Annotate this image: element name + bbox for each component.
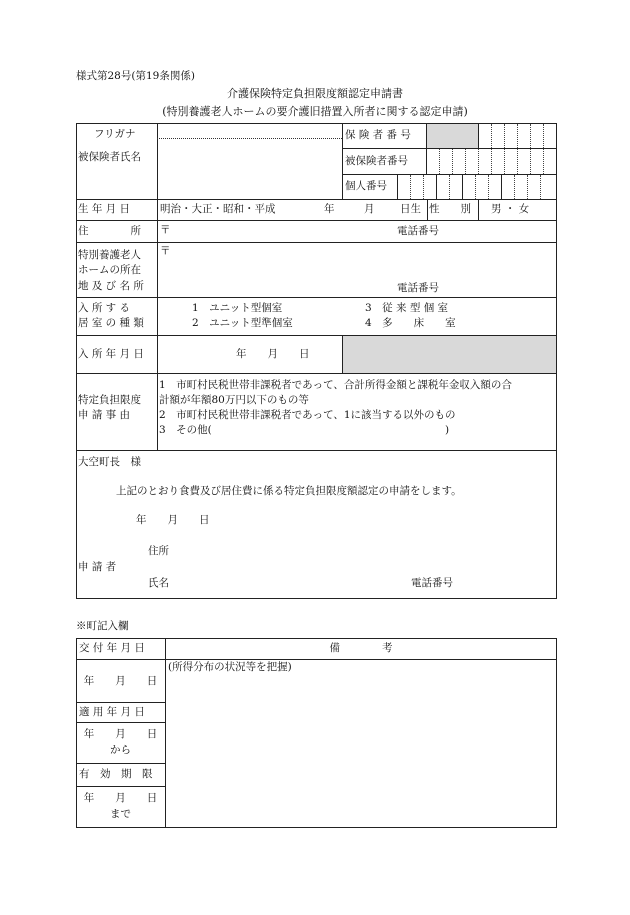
- digit-separator: [540, 175, 541, 199]
- divider: [76, 220, 557, 221]
- digit-separator: [504, 149, 505, 174]
- facility-label-2: ホームの所在: [78, 264, 141, 276]
- divider: [157, 373, 158, 450]
- digit-separator: [488, 175, 489, 199]
- reason-item-3-prefix: 3 その他(: [159, 424, 212, 436]
- sex-options: 男 ・ 女: [491, 203, 530, 215]
- applicant-label: 申 請 者: [78, 561, 117, 573]
- address-postal-mark: 〒: [160, 224, 171, 236]
- sex-label: 性 別: [429, 203, 471, 215]
- reason-label-1: 特定負担限度: [78, 394, 141, 406]
- insured-number-label: 被保険者番号: [345, 155, 408, 167]
- digit-separator: [449, 175, 450, 199]
- apply-date-value: 年 月 日: [83, 728, 158, 740]
- divider: [165, 638, 166, 828]
- birth-day: 日生: [400, 203, 421, 215]
- personal-number-label: 個人番号: [345, 180, 387, 192]
- divider: [342, 148, 557, 149]
- birth-eras: 明治・大正・昭和・平成: [160, 203, 276, 215]
- digit-separator: [530, 149, 531, 174]
- remarks-header: 備 考: [329, 642, 393, 654]
- facility-postal-mark: 〒: [160, 245, 171, 257]
- digit-separator: [514, 175, 515, 199]
- until-label: まで: [110, 808, 131, 820]
- room-option-3: 3 従 来 型 個 室: [365, 302, 449, 314]
- declaration-statement: 上記のとおり食費及び居住費に係る特定負担限度額認定の申請をします。: [116, 485, 462, 497]
- valid-date-value: 年 月 日: [83, 792, 158, 804]
- digit-separator: [439, 149, 440, 174]
- divider: [76, 450, 557, 451]
- furigana-dotted-line: [157, 138, 342, 139]
- digit-separator: [423, 175, 424, 199]
- divider: [157, 123, 158, 199]
- digit-separator: [410, 175, 411, 199]
- applicant-address-label: 住所: [148, 545, 169, 557]
- divider: [157, 297, 158, 335]
- reason-item-2: 2 市町村民税世帯非課税者であって、1に該当する以外のもの: [159, 409, 456, 421]
- divider: [157, 199, 158, 220]
- divider: [397, 174, 398, 199]
- insurer-number-label: 保 険 者 番 号: [345, 129, 411, 141]
- digit-separator: [543, 149, 544, 174]
- issue-date-value: 年 月 日: [83, 675, 158, 687]
- office-section-title: ※町記入欄: [76, 620, 129, 632]
- facility-phone-label: 電話番号: [397, 282, 439, 294]
- divider: [76, 373, 557, 374]
- issue-date-label: 交 付 年 月 日: [79, 642, 145, 654]
- valid-period-label: 有 効 期 限: [79, 768, 153, 780]
- addressee: 大空町長 様: [78, 456, 141, 468]
- address-label: 住 所: [78, 225, 141, 237]
- divider: [478, 199, 479, 220]
- birth-month: 月: [364, 203, 375, 215]
- divider: [76, 659, 557, 660]
- digit-separator: [465, 149, 466, 174]
- digit-separator: [543, 124, 544, 148]
- divider: [157, 335, 158, 373]
- declaration-date: 年 月 日: [136, 514, 210, 526]
- birth-date-label: 生 年 月 日: [78, 203, 131, 215]
- digit-separator: [475, 175, 476, 199]
- insurer-number-shaded: [427, 124, 478, 148]
- digit-separator: [530, 124, 531, 148]
- reason-item-1-line-1: 1 市町村民税世帯非課税者であって、合計所得金額と課税年金収入額の合: [159, 379, 512, 391]
- divider: [76, 702, 165, 703]
- digit-separator: [491, 149, 492, 174]
- divider: [157, 220, 158, 242]
- digit-separator: [517, 124, 518, 148]
- digit-separator: [478, 149, 479, 174]
- reason-item-1-line-2: 計額が年額80万円以下のもの等: [159, 394, 309, 406]
- admission-date: 年 月 日: [236, 348, 310, 360]
- digit-separator: [452, 149, 453, 174]
- room-option-2: 2 ユニット型準個室: [192, 317, 293, 329]
- digit-separator: [504, 124, 505, 148]
- digit-separator: [527, 175, 528, 199]
- form-title: 介護保険特定負担限度額認定申請書: [227, 87, 403, 100]
- digit-separator: [491, 124, 492, 148]
- divider: [76, 242, 557, 243]
- form-number: 様式第28号(第19条関係): [76, 70, 195, 82]
- reason-item-3-suffix: ): [445, 424, 450, 436]
- digit-separator: [436, 175, 437, 199]
- facility-label-1: 特別養護老人: [78, 249, 141, 261]
- from-label: から: [110, 744, 131, 756]
- divider: [427, 199, 428, 220]
- divider: [76, 199, 557, 200]
- digit-separator: [517, 149, 518, 174]
- remarks-note: (所得分布の状況等を把握): [168, 661, 292, 673]
- reason-label-2: 申 請 事 由: [78, 409, 131, 421]
- room-option-4: 4 多 床 室: [365, 317, 456, 329]
- divider: [342, 123, 343, 199]
- admission-shaded: [343, 336, 556, 373]
- facility-label-3: 地 及 び 名 所: [78, 280, 144, 292]
- divider: [157, 242, 158, 297]
- admission-label: 入 所 年 月 日: [78, 348, 144, 360]
- divider: [76, 786, 165, 787]
- room-label-2: 居 室 の 種 類: [78, 317, 144, 329]
- divider: [76, 297, 557, 298]
- insured-name-label: 被保険者氏名: [78, 151, 141, 163]
- digit-separator: [462, 175, 463, 199]
- digit-separator: [501, 175, 502, 199]
- furigana-label: フリガナ: [94, 128, 136, 140]
- room-label-1: 入 所 す る: [78, 302, 131, 314]
- apply-date-label: 適 用 年 月 日: [79, 706, 145, 718]
- form-subtitle: (特別養護老人ホームの要介護旧措置入所者に関する認定申請): [162, 105, 468, 118]
- divider: [478, 123, 479, 148]
- divider: [76, 763, 165, 764]
- divider: [76, 722, 165, 723]
- address-phone-label: 電話番号: [397, 225, 439, 237]
- applicant-name-label: 氏名: [148, 577, 169, 589]
- birth-year: 年: [324, 203, 335, 215]
- room-option-1: 1 ユニット型個室: [192, 302, 283, 314]
- applicant-phone-label: 電話番号: [411, 577, 453, 589]
